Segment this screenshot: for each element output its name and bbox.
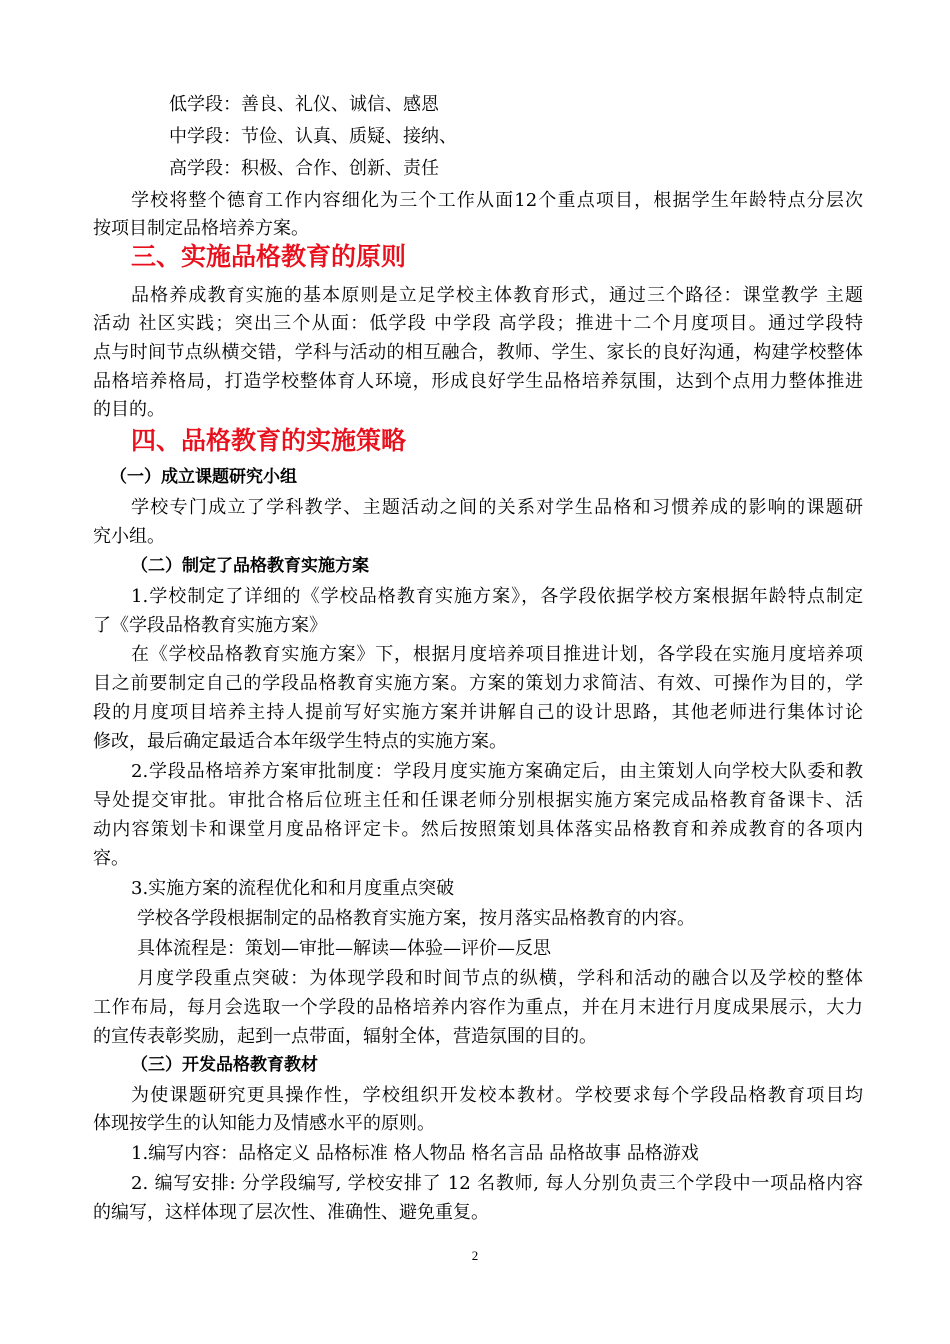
sub3-p1-line: 为使课题研究更具操作性，学校组织开发校本教材。学校要求每个学段品格教育项目均 [131,1085,863,1106]
sub1-line: 学校专门成立了学科教学、主题活动之间的关系对学生品格和习惯养成的影响的课题研 [131,497,863,518]
section3-line: 品格养成教育实施的基本原则是立足学校主体教育形式，通过三个路径：课堂教学 主题 [131,285,863,306]
sub2-p2-line: 段的月度项目培养主持人提前写好实施方案并讲解自己的设计思路，其他老师进行集体讨论 [93,702,863,723]
sub2-p2-line: 在《学校品格教育实施方案》下，根据月度培养项目推进计划，各学段在实施月度培养项 [131,644,863,665]
section-heading-3: 三、实施品格教育的原则 [131,242,407,271]
sub3-p3-line: 的编写，这样体现了层次性、准确性、避免重复。 [93,1202,489,1223]
subsection-heading-1: （一）成立课题研究小组 [110,467,297,487]
page-number: 2 [471,1248,479,1263]
intro-line-mid: 中学段：节俭、认真、质疑、接纳、 [169,126,457,147]
sub2-p1-line: 了《学段品格教育实施方案》 [93,615,327,636]
sub2-p4: 3.实施方案的流程优化和和月度重点突破 [131,878,455,899]
section3-line: 的目的。 [93,399,165,420]
sub2-p3-line: 导处提交审批。审批合格后位班主任和任课老师分别根据实施方案完成品格教育备课卡、活 [93,790,863,811]
sub3-p3-line: 2. 编写安排: 分学段编写, 学校安排了 12 名教师, 每人分别负责三个学段中一项品格内容 [131,1173,863,1194]
sub2-p2-line: 修改，最后确定最适合本年级学生特点的实施方案。 [93,731,507,752]
sub3-p1-line: 体现按学生的认知能力及情感水平的原则。 [93,1113,435,1134]
sub2-p3-line: 动内容策划卡和课堂月度品格评定卡。然后按照策划具体落实品格教育和养成教育的各项内 [93,819,863,840]
sub2-p7-line: 的宣传表彰奖励，起到一点带面，辐射全体，营造氛围的目的。 [93,1026,597,1047]
intro-line-low: 低学段：善良、礼仪、诚信、感恩 [169,94,439,115]
intro-line-high: 高学段：积极、合作、创新、责任 [169,158,439,179]
section3-line: 活动 社区实践；突出三个从面：低学段 中学段 高学段；推进十二个月度项目。通过学段特 [93,313,863,334]
subsection-heading-3: （三）开发品格教育教材 [131,1055,318,1075]
sub1-line: 究小组。 [93,526,165,547]
section3-line: 品格培养格局，打造学校整体育人环境，形成良好学生品格培养氛围，达到个点用力整体推进 [93,371,863,392]
section3-line: 点与时间节点纵横交错，学科与活动的相互融合，教师、学生、家长的良好沟通，构建学校整体 [93,342,863,363]
sub2-p2-line: 目之前要制定自己的学段品格教育实施方案。方案的策划力求简洁、有效、可操作为目的，学 [93,673,863,694]
subsection-heading-2: （二）制定了品格教育实施方案 [131,556,369,576]
section-heading-4: 四、品格教育的实施策略 [131,426,407,455]
intro-para-line: 按项目制定品格培养方案。 [93,218,309,239]
sub2-p5: 学校各学段根据制定的品格教育实施方案，按月落实品格教育的内容。 [137,908,695,929]
sub2-p6: 具体流程是：策划—审批—解读—体验—评价—反思 [137,938,551,959]
sub2-p3-line: 容。 [93,848,129,869]
sub2-p1-line: 1.学校制定了详细的《学校品格教育实施方案》，各学段依据学校方案根据年龄特点制定 [131,586,863,607]
sub2-p3-line: 2.学段品格培养方案审批制度：学段月度实施方案确定后，由主策划人向学校大队委和教 [131,761,863,782]
sub2-p7-line: 工作布局，每月会选取一个学段的品格培养内容作为重点，并在月末进行月度成果展示，大力 [93,997,863,1018]
intro-para-line: 学校将整个德育工作内容细化为三个工作从面12个重点项目，根据学生年龄特点分层次 [131,190,863,211]
sub3-p2: 1.编写内容：品格定义 品格标准 格人物品 格名言品 品格故事 品格游戏 [131,1143,699,1164]
sub2-p7-line: 月度学段重点突破：为体现学段和时间节点的纵横，学科和活动的融合以及学校的整体 [137,968,863,989]
